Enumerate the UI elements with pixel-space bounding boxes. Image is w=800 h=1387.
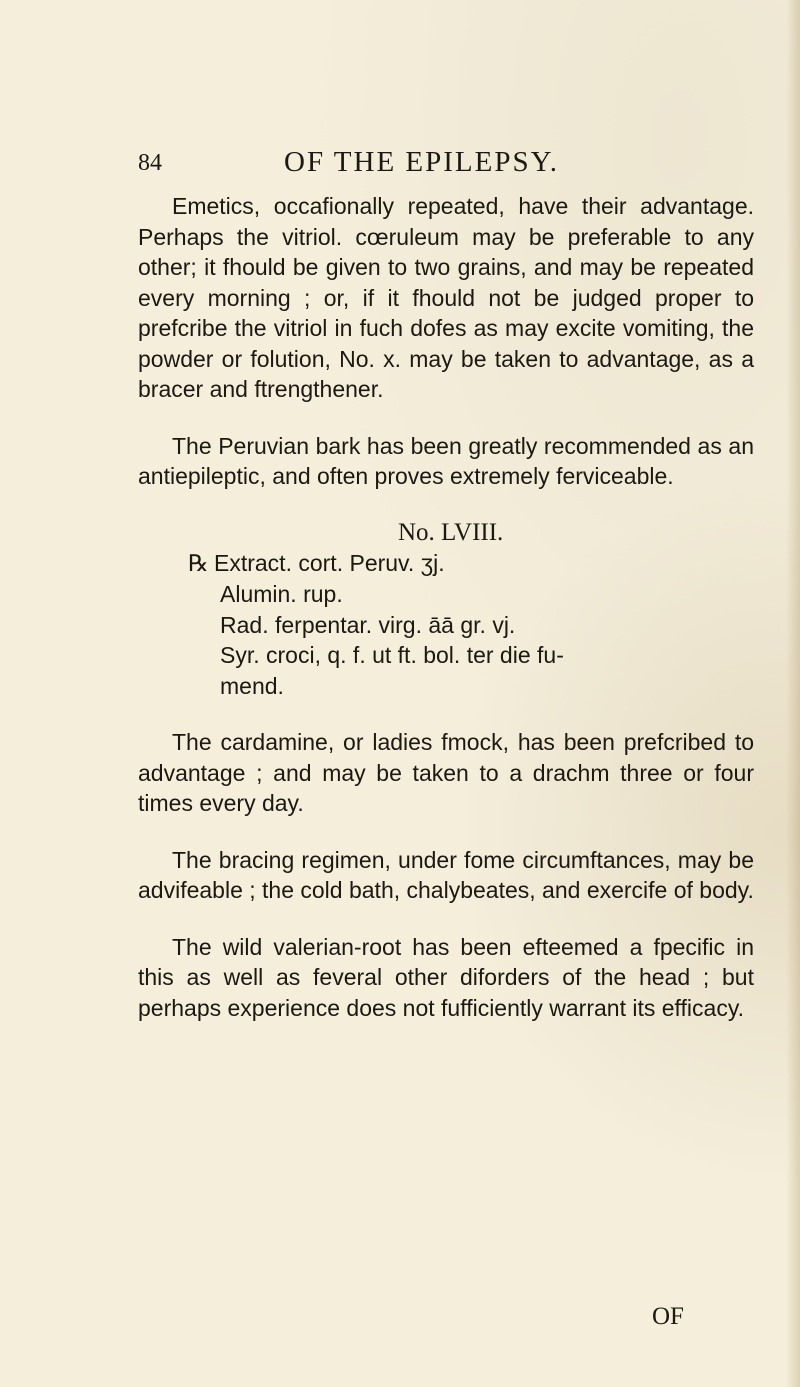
- recipe-symbol: ℞: [188, 550, 209, 576]
- paragraph-peruvian-bark: The Peruvian bark has been greatly recommended as an antiepileptic, and often proves extremely ferviceable.: [138, 432, 754, 489]
- body-text: [138, 191, 754, 1023]
- paragraph-cardamine: The cardamine, or ladies fmock, has been prefcribed to advantage ; and may be taken to a drachm three or four times every day.: [138, 729, 754, 816]
- page-header: [138, 146, 738, 182]
- paragraph-bracing-regimen: The bracing regimen, under fome circumftances, may be advifeable ; the cold bath, chalybeates, and exercife of body.: [138, 846, 754, 903]
- paragraph-emetics: Emetics, occafionally repeated, have their advantage. Perhaps the vitriol. cœruleum may be preferable to any other; it fhould be given to two grains, and may be repeated every morning ; or, if it fhould not be judged proper to prefcribe the vitriol in fuch dofes as may excite vomiting, the powder or folution, No. x. may be taken to advantage, as a bracer and ftrengthener.: [138, 193, 754, 402]
- recipe-line-1: Extract. cort. Peruv. ʒj.: [214, 549, 445, 576]
- running-head: OF THE EPILEPSY.: [284, 146, 560, 178]
- recipe-line-4: Syr. croci, q. f. ut ft. bol. ter die fu-: [220, 642, 564, 668]
- recipe-line-5: mend.: [220, 672, 284, 699]
- page-number: 84: [138, 150, 162, 176]
- recipe-line-2: Alumin. rup.: [220, 581, 343, 607]
- recipe: [138, 518, 754, 702]
- catchword: OF: [652, 1303, 684, 1330]
- recipe-line-3: Rad. ferpentar. virg. āā gr. vj.: [220, 611, 516, 638]
- recipe-line: [138, 548, 754, 580]
- recipe-number: No. LVIII.: [398, 518, 504, 546]
- page-edge: [786, 0, 800, 1387]
- paragraph-valerian: The wild valerian-root has been efteemed a fpecific in this as well as feveral other diforders of the head ; but perhaps experience does not fufficiently warrant its efficacy.: [138, 933, 754, 1021]
